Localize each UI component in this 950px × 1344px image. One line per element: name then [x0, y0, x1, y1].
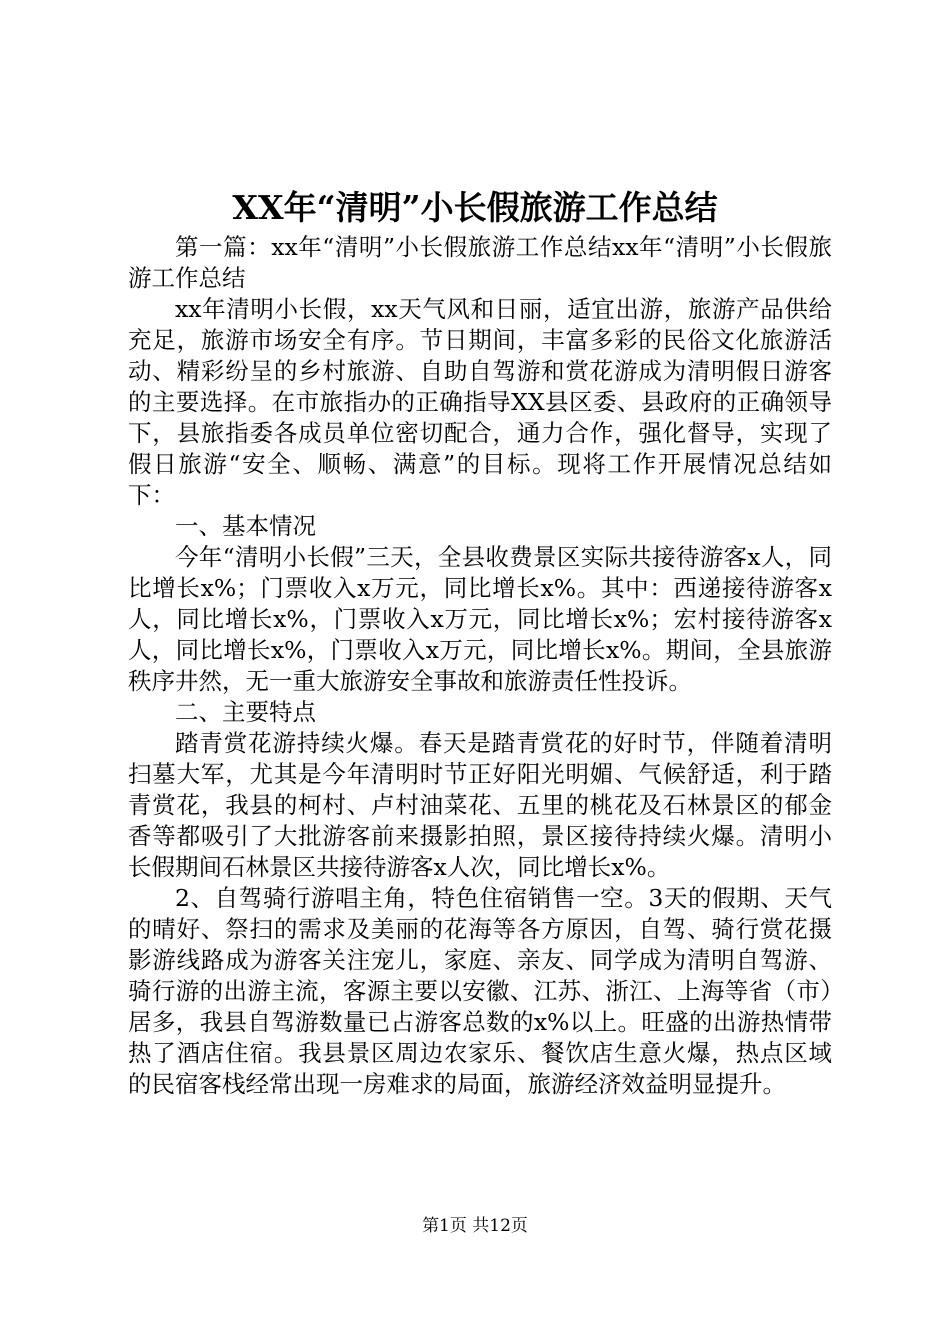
page-footer: 第1页 共12页	[422, 1216, 528, 1236]
paragraph-basic: 今年“清明小长假”三天，全县收费景区实际共接待游客x人，同比增长x%；门票收入x万元，同比增长x%。其中：西递接待游客x人，同比增长x%，门票收入x万元，同比增长x%；宏村接待游客x人，同比增长x%，门票收入x万元，同比增长x%。期间，全县旅游秩序井然，无一重大旅游安全事故和旅游责任性投诉。	[128, 543, 832, 695]
paragraph-overview: xx年清明小长假，xx天气风和日丽，适宜出游，旅游产品供给充足，旅游市场安全有序。节日期间，丰富多彩的民俗文化旅游活动、精彩纷呈的乡村旅游、自助自驾游和赏花游成为清明假日游客的主要选择。在市旅指办的正确指导XX县区委、县政府的正确领导下，县旅指委各成员单位密切配合，通力合作，强化督导，实现了假日旅游“安全、顺畅、满意”的目标。现将工作开展情况总结如下：	[128, 295, 832, 509]
paragraph-feature-1: 踏青赏花游持续火爆。春天是踏青赏花的好时节，伴随着清明扫墓大军，尤其是今年清明时节正好阳光明媚、气候舒适，利于踏青赏花，我县的柯村、卢村油菜花、五里的桃花及石林景区的郁金香等都吸引了大批游客前来摄影拍照，景区接待持续火爆。清明小长假期间石林景区共接待游客x人次，同比增长x%。	[128, 729, 832, 881]
paragraph-intro: 第一篇：xx年“清明”小长假旅游工作总结xx年“清明”小长假旅游工作总结	[128, 233, 832, 292]
section-heading-basic: 一、基本情况	[175, 512, 316, 540]
paragraph-feature-2: 2、自驾骑行游唱主角，特色住宿销售一空。3天的假期、天气的晴好、祭扫的需求及美丽的花海等各方原因，自驾、骑行赏花摄影游线路成为游客关注宠儿，家庭、亲友、同学成为清明自驾游、骑行游的出游主流，客源主要以安徽、江苏、浙江、上海等省（市）居多，我县自驾游数量已占游客总数的x%以上。旺盛的出游热情带热了酒店住宿。我县景区周边农家乐、餐饮店生意火爆，热点区域的民宿客栈经常出现一房难求的局面，旅游经济效益明显提升。	[128, 884, 832, 1098]
document-title: XX年“清明”小长假旅游工作总结	[232, 188, 718, 227]
document-body	[128, 232, 832, 1100]
section-heading-features: 二、主要特点	[175, 698, 316, 726]
